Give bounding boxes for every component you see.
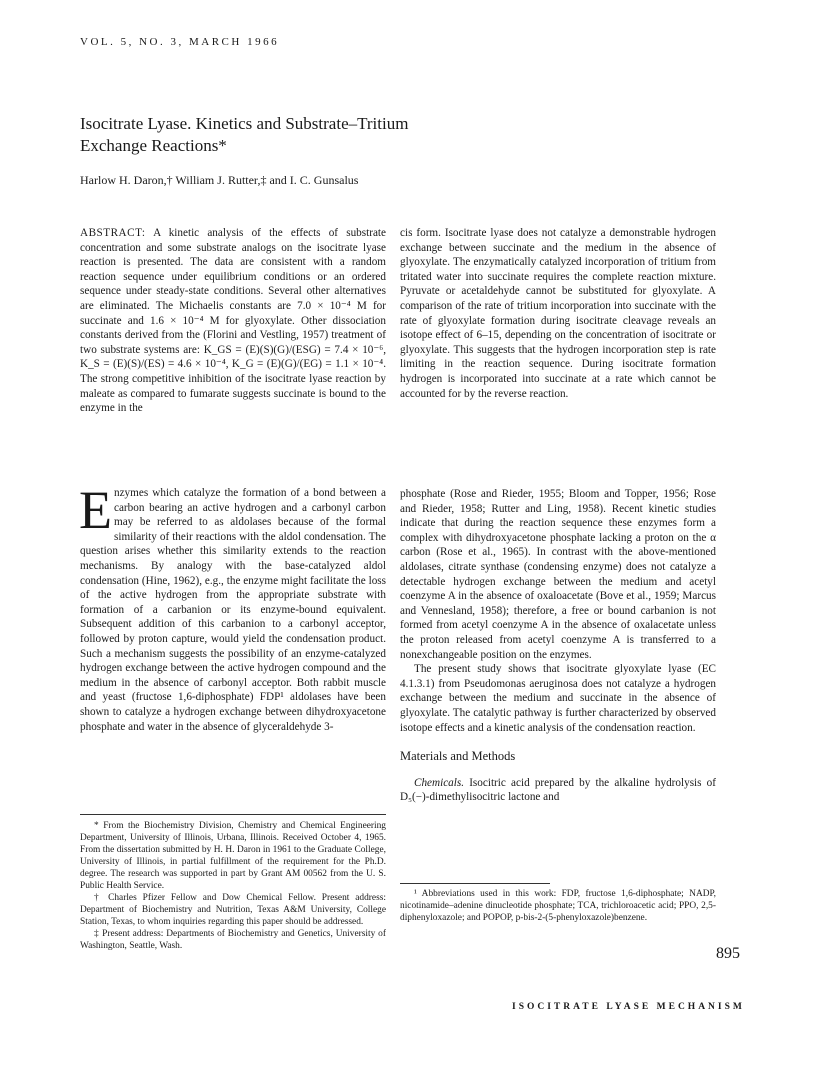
chemicals-label: Chemicals. bbox=[414, 776, 465, 789]
footnote-abbreviations: ¹ Abbreviations used in this work: FDP, fructose 1,6-diphosphate; NADP, nicotinamide–adenine dinucleotide phosphate; TCA, trichloroacetic acid; PPO, 2,5-diphenyloxazole; and POPOP, p-bis-2-(5-phenyloxazole)benzene. bbox=[400, 889, 716, 923]
footnote-dagger: † Charles Pfizer Fellow and Dow Chemical Fellow. Present address: Department of Biochemistry and Nutrition, Texas A&M University, College Station, Texas, to whom inquiries regarding this paper should be addressed. bbox=[80, 893, 386, 927]
page-number: 895 bbox=[716, 945, 740, 962]
intro-paragraph: nzymes which catalyze the formation of a bond between a carbon bearing an active hydrogen and a carbonyl carbon may be referred to as aldolases because of the formal similarity of their reactions with the aldol condensation. The question arises whether this similarity extends to the reaction mechanisms. By analogy with the base-catalyzed aldol condensation (Hine, 1962), e.g., the enzyme might facilitate the loss of the active hydrogen from the appropriate substrate with formation of a carbanion or its enzyme-bound equivalent. Subsequent addition of this carbanion to a carbonyl acceptor, followed by proton capture, would yield the condensation product. Such a mechanism suggests the possibility of an enzyme-catalyzed hydrogen exchange between the active hydrogen compound and the medium in the absence of carbonyl acceptor. Both rabbit muscle and yeast (fructose 1,6-diphosphate) FDP¹ aldolases have been shown to catalyze a hydrogen exchange between dihydroxyacetone phosphate and water in the absence of glyceraldehyde 3- bbox=[80, 487, 386, 733]
footnote-affiliation: * From the Biochemistry Division, Chemistry and Chemical Engineering Department, University of Illinois, Urbana, Illinois. Received October 4, 1965. From the dissertation submitted by H. H. Daron in 1961 to the Graduate College, University of Illinois, in partial fulfillment of the requirement for the Ph.D. degree. The research was supported in part by Grant AM 00562 from the U. S. Public Health Service. bbox=[80, 821, 386, 891]
journal-header: VOL. 5, NO. 3, MARCH 1966 bbox=[80, 36, 280, 48]
chemicals-paragraph bbox=[400, 776, 716, 805]
footnote-divider-left bbox=[80, 814, 386, 815]
footnotes-right bbox=[400, 888, 716, 924]
article-title bbox=[80, 113, 640, 157]
body-paragraph-continued: phosphate (Rose and Rieder, 1955; Bloom and Topper, 1956; Rose and Rieder, 1958; Rutter and Ling, 1958). Recent kinetic studies indicate that during the reaction sequence these enzymes form a complex with dihydroxyacetone phosphate lacking a proton on the α carbon (Rose et al., 1965). In contrast with the above-mentioned aldolases, citrate synthase (condensing enzyme) does not catalyze a detectable hydrogen exchange between the medium and acetyl coenzyme A in the absence of oxaloacetate (Bove et al., 1959; Marcus and Vennesland, 1958); therefore, a free or bound carbanion is not formed from acetyl coenzyme A in the absence of oxalacetate unless the proton released from acetyl coenzyme A is transferred to a nonexchangeable position on the enzymes. bbox=[400, 488, 716, 661]
abstract-right-text: cis form. Isocitrate lyase does not catalyze a demonstrable hydrogen exchange between succinate and the medium in the absence of glyoxylate. The enzymatically catalyzed incorporation of tritium from tritated water into succinate requires the complete reaction mixture. Pyruvate or acetaldehyde cannot be substituted for glyoxylate. A comparison of the rate of tritium incorporation into succinate with the rate of glyoxylate formation during isocitrate cleavage reveals an isotope effect of 6–15, depending on the concentration of isocitrate or glyoxylate. This suggests that the hydrogen incorporation step is rate limiting in the reaction sequence. During isocitrate formation hydrogen is incorporated into succinate at a rate which cannot be accounted for by the reverse reaction. bbox=[400, 227, 716, 400]
abstract-label: ABSTRACT: bbox=[80, 227, 146, 239]
body-paragraph-present-study: The present study shows that isocitrate glyoxylate lyase (EC 4.1.3.1) from Pseudomonas aeruginosa does not catalyze a hydrogen exchange between the medium and succinate in the absence of glyoxylate. The catalytic pathway is further characterized by observed isotope effects and a kinetic analysis of the condensation reaction. bbox=[400, 663, 716, 734]
abstract-left-column bbox=[80, 226, 386, 416]
drop-cap: E bbox=[79, 480, 112, 540]
body-right-column bbox=[400, 487, 716, 805]
abstract-right-column bbox=[400, 226, 716, 401]
chemicals-text: Isocitric acid prepared by the alkaline hydrolysis of D₅(−)-dimethylisocitric lactone and bbox=[400, 776, 716, 804]
footnote-divider-right bbox=[400, 883, 550, 884]
footnotes-left bbox=[80, 820, 386, 952]
running-title: ISOCITRATE LYASE MECHANISM bbox=[512, 1002, 745, 1012]
footnote-double-dagger: ‡ Present address: Departments of Biochemistry and Genetics, University of Washington, Seattle, Wash. bbox=[80, 929, 386, 951]
title-line-1: Isocitrate Lyase. Kinetics and Substrate–Tritium bbox=[80, 114, 409, 133]
body-left-column bbox=[79, 480, 386, 734]
author-list: Harlow H. Daron,† William J. Rutter,‡ and I. C. Gunsalus bbox=[80, 173, 359, 187]
section-heading: Materials and Methods bbox=[400, 749, 516, 764]
title-line-2: Exchange Reactions* bbox=[80, 136, 227, 155]
abstract-left-text: A kinetic analysis of the effects of substrate concentration and some substrate analogs on the isocitrate lyase reaction is presented. The data are consistent with a random reaction sequence under equilibrium conditions or an ordered sequence under steady-state conditions. Several other alternatives are eliminated. The Michaelis constants are 7.0 × 10⁻⁴ M for succinate and 1.6 × 10⁻⁴ M for glyoxylate. Other dissociation constants derived from the (Florini and Vestling, 1957) treatment of two substrate systems are: K_GS = (E)(S)(G)/(ESG) = 7.4 × 10⁻⁶, K_S = (E)(S)/(ES) = 4.6 × 10⁻⁴, K_G = (E)(G)/(EG) = 1.1 × 10⁻⁴. The strong competitive inhibition of the isocitrate lyase reaction by maleate as compared to fumarate suggests succinate is bound to the enzyme in the bbox=[80, 227, 386, 415]
